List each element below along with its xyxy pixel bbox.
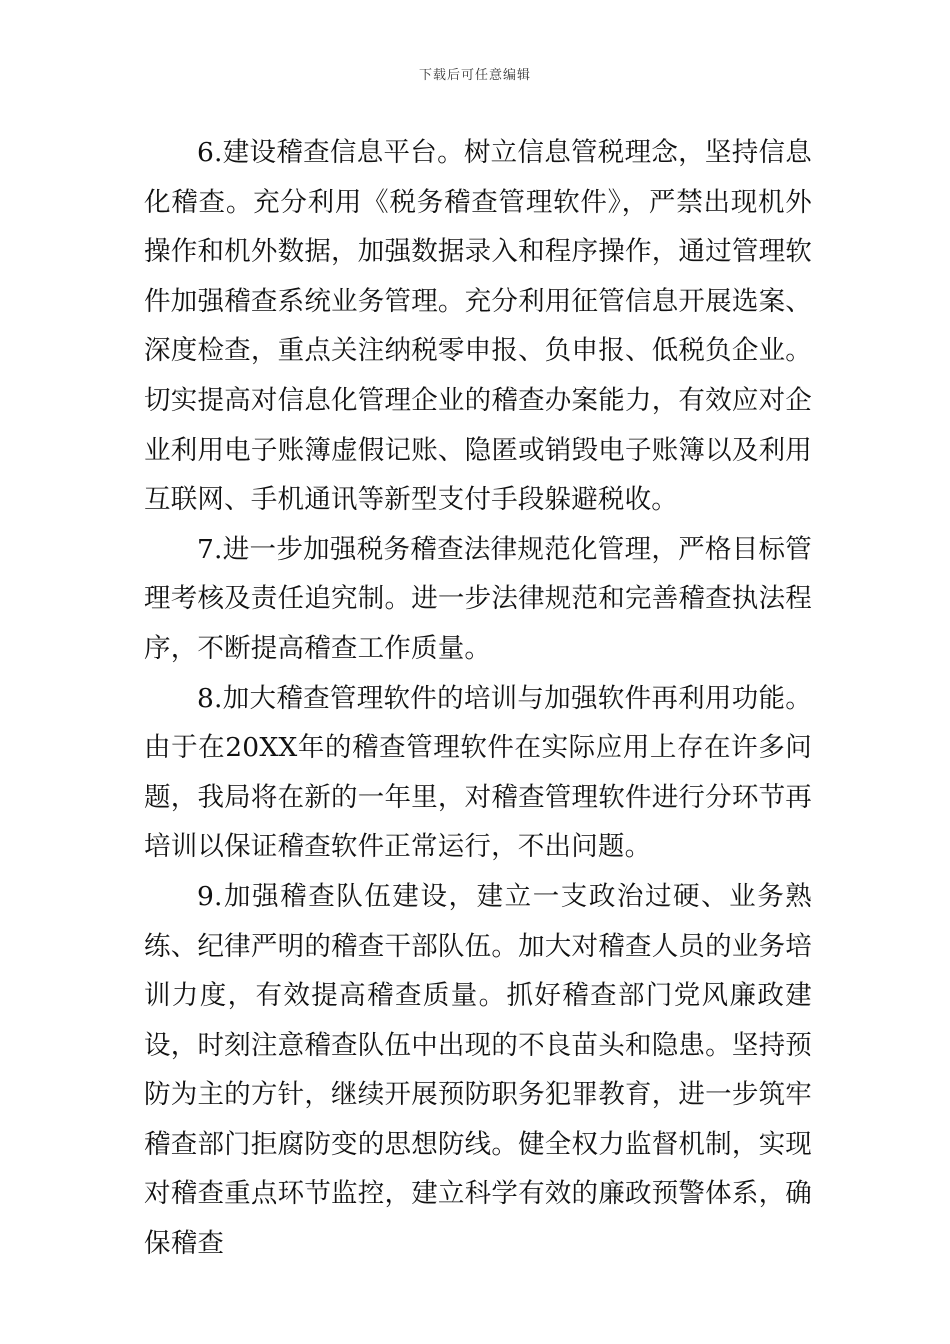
- page-header: 下载后可任意编辑: [418, 68, 531, 83]
- paragraph-item-7: 7.进一步加强税务稽查法律规范化管理，严格目标管理考核及责任追究制。进一步法律规范和完善稽查执法程序，不断提高稽查工作质量。: [144, 533, 812, 664]
- paragraph-item-6: 6.建设稽查信息平台。树立信息管税理念，坚持信息化稽查。充分利用《税务稽查管理软件》，严禁出现机外操作和机外数据，加强数据录入和程序操作，通过管理软件加强稽查系统业务管理。充分利用征管信息开展选案、深度检查，重点关注纳税零申报、负申报、低税负企业。切实提高对信息化管理企业的稽查办案能力，有效应对企业利用电子账簿虚假记账、隐匿或销毁电子账簿以及利用互联网、手机通讯等新型支付手段躲避税收。: [144, 137, 812, 516]
- paragraph-item-9: 9.加强稽查队伍建设，建立一支政治过硬、业务熟练、纪律严明的稽查干部队伍。加大对稽查人员的业务培训力度，有效提高稽查质量。抓好稽查部门党风廉政建设，时刻注意稽查队伍中出现的不良苗头和隐患。坚持预防为主的方针，继续开展预防职务犯罪教育，进一步筑牢稽查部门拒腐防变的思想防线。健全权力监督机制，实现对稽查重点环节监控，建立科学有效的廉政预警体系，确保稽查: [144, 880, 812, 1260]
- paragraph-item-8: 8.加大稽查管理软件的培训与加强软件再利用功能。由于在20XX年的稽查管理软件在实际应用上存在许多问题，我局将在新的一年里，对稽查管理软件进行分环节再培训以保证稽查软件正常运行，不出问题。: [144, 682, 812, 863]
- document-body: [144, 128, 812, 1269]
